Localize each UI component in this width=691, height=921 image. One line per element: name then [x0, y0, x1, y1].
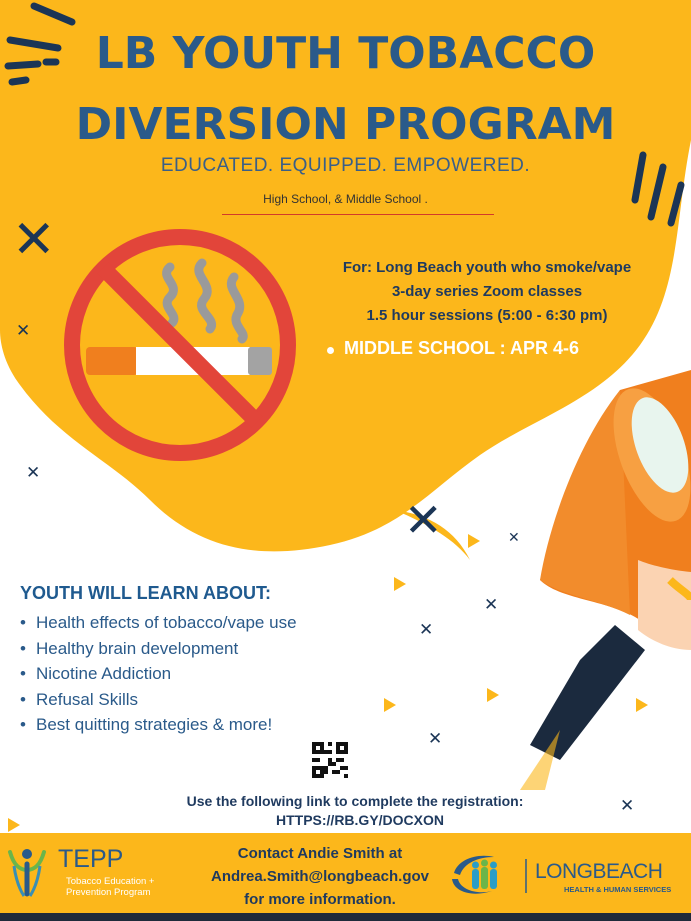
- contact-email[interactable]: Andrea.Smith@longbeach.gov: [211, 868, 429, 885]
- contact-line-3: for more information.: [244, 891, 396, 908]
- triangle-decoration: [384, 698, 396, 712]
- info-line-sessions: 1.5 hour sessions (5:00 - 6:30 pm): [366, 307, 608, 324]
- tagline: EDUCATED. EQUIPPED. EMPOWERED.: [160, 155, 531, 176]
- x-mark-decoration: ✕: [428, 729, 443, 749]
- triangle-decoration: [468, 534, 480, 548]
- list-item: • Best quitting strategies & more!: [20, 712, 297, 738]
- middle-school-bullet: [327, 347, 334, 354]
- megaphone-icon: [520, 350, 691, 790]
- registration-instruction: Use the following link to complete the registration:: [186, 793, 524, 809]
- x-mark-decoration: ✕: [404, 493, 443, 547]
- x-mark-decoration: ✕: [508, 530, 520, 546]
- title-line-1: LB YOUTH TOBACCO: [95, 28, 596, 79]
- x-mark-decoration: ✕: [12, 210, 56, 270]
- registration-link[interactable]: HTTPS://RB.GY/DOCXON: [275, 812, 444, 828]
- info-line-series: 3-day series Zoom classes: [391, 283, 583, 300]
- x-mark-decoration: ✕: [16, 321, 31, 341]
- tepp-subtitle-line-1: Tobacco Education +: [66, 876, 155, 887]
- triangle-decoration: [394, 577, 406, 591]
- x-mark-decoration: ✕: [26, 463, 41, 483]
- footer-bottom-strip: [0, 913, 691, 921]
- tepp-subtitle-line-2: Prevention Program: [66, 887, 151, 898]
- long-beach-logo-icon: [448, 853, 528, 897]
- list-item: • Health effects of tobacco/vape use: [20, 610, 297, 636]
- title-line-2: DIVERSION PROGRAM: [75, 99, 616, 150]
- triangle-decoration: [8, 818, 20, 832]
- long-beach-name: LONGBEACH: [535, 860, 663, 883]
- schools-text: High School, & Middle School .: [263, 192, 428, 206]
- list-item: • Nicotine Addiction: [20, 661, 297, 687]
- list-item: • Refusal Skills: [20, 687, 297, 713]
- x-mark-decoration: ✕: [419, 620, 434, 640]
- tepp-name: TEPP: [58, 845, 124, 873]
- x-mark-decoration: ✕: [484, 595, 499, 615]
- middle-school-date: MIDDLE SCHOOL : APR 4-6: [344, 338, 580, 358]
- info-line-audience: For: Long Beach youth who smoke/vape: [342, 259, 632, 276]
- learn-heading: YOUTH WILL LEARN ABOUT:: [20, 583, 271, 603]
- contact-line-1: Contact Andie Smith at: [237, 845, 403, 862]
- x-mark-decoration: ✕: [620, 796, 635, 816]
- long-beach-subtitle: HEALTH & HUMAN SERVICES: [564, 885, 672, 894]
- learn-list: [20, 610, 297, 738]
- list-item: • Healthy brain development: [20, 636, 297, 662]
- tepp-logo-icon: [6, 846, 48, 898]
- no-smoking-icon: [50, 215, 310, 475]
- qr-code-icon[interactable]: [312, 742, 348, 778]
- triangle-decoration: [487, 688, 499, 702]
